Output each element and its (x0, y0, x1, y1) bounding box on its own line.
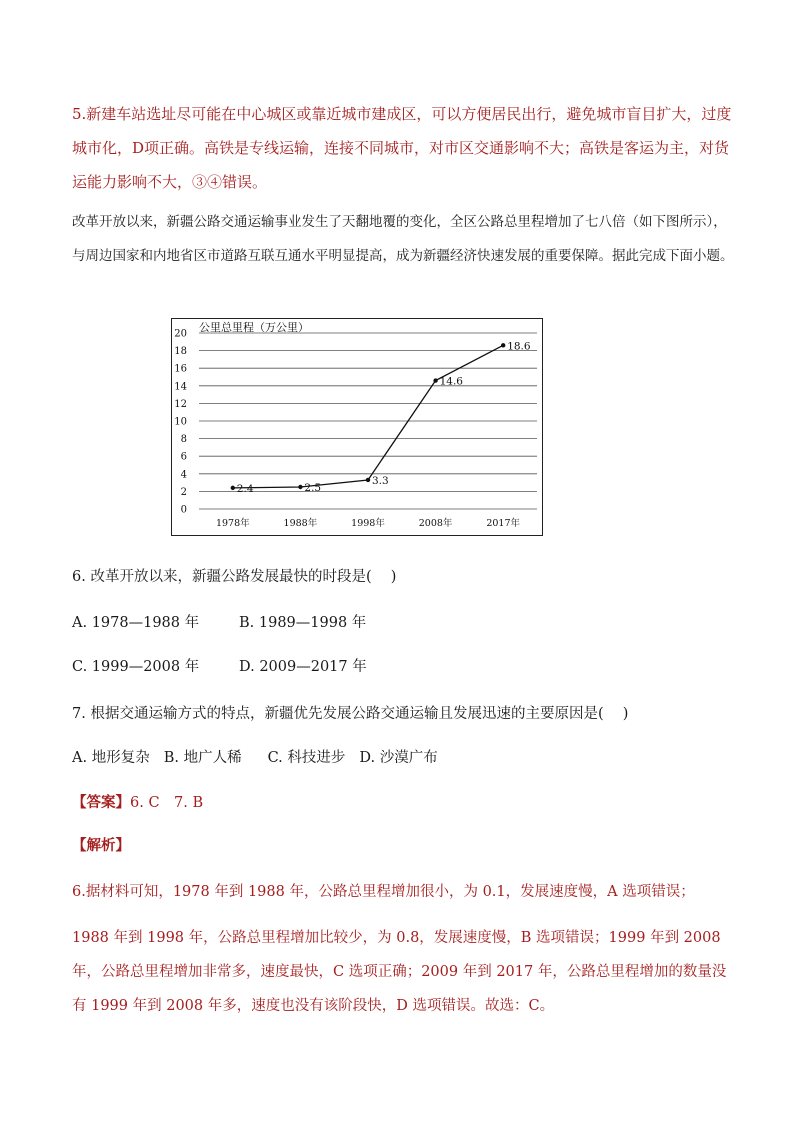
question-6-stem: 6. 改革开放以来，新疆公路发展最快的时段是( ) (72, 569, 397, 585)
y-tick-label: 12 (174, 398, 187, 410)
material-intro: 改革开放以来，新疆公路交通运输事业发生了天翻地覆的变化，全区公路总里程增加了七八倍（如下图所示），与周边国家和内地省区市道路互联互通水平明显提高，成为新疆经济快速发展的重要保障。据此完成下面小题。 (72, 214, 734, 264)
question-6-options-row2 (72, 655, 367, 676)
analysis-label: 【解析】 (72, 837, 130, 854)
analysis-q5-paragraph: 5.新建车站选址尽可能在中心城区或靠近城市建成区，可以方便居民出行，避免城市盲目扩大，过度城市化，D项正确。高铁是专线运输，连接不同城市，对市区交通影响不大；高铁是客运为主，对货运能力影响不大，③④错误。 (72, 105, 732, 191)
q7-option-c[interactable]: C. 科技进步 (267, 750, 346, 766)
analysis-q6-paragraph: 1988 年到 1998 年，公路总里程增加比较少，为 0.8，发展速度慢，B 选项错误；1999 年到 2008 年，公路总里程增加非常多，速度最快，C 选项正确；2009 年到 2017 年，公路总里程增加的数量没有 1999 年到 2008 年多，速度也没有该阶段快，D 选项错误。故选：C。 (72, 930, 727, 1014)
chart-title: 公里总里程（万公里） (199, 321, 309, 334)
question-6-options-row1 (72, 611, 366, 632)
road-mileage-chart (171, 318, 543, 536)
data-label: 14.6 (439, 375, 463, 388)
data-label: 3.3 (372, 474, 389, 487)
x-tick-label: 1998年 (351, 518, 385, 529)
data-point (433, 378, 437, 382)
analysis-q6-line1: 6.据材料可知，1978 年到 1988 年，公路总里程增加很小，为 0.1，发展速度慢，A 选项错误； (72, 884, 695, 900)
q7-option-a[interactable]: A. 地形复杂 (72, 750, 150, 766)
q6-option-d[interactable]: D. 2009—2017 年 (239, 659, 367, 675)
y-tick-label: 8 (180, 434, 187, 446)
y-tick-label: 14 (174, 381, 187, 393)
y-tick-label: 2 (180, 486, 187, 498)
x-tick-label: 2008年 (418, 518, 453, 529)
y-tick-label: 0 (180, 504, 187, 516)
data-point (231, 486, 235, 490)
x-tick-label: 2017年 (486, 518, 521, 529)
data-point (298, 485, 302, 489)
q7-option-d[interactable]: D. 沙漠广布 (359, 750, 438, 766)
data-label: 2.5 (304, 482, 322, 494)
x-tick-label: 1978年 (215, 518, 250, 529)
y-tick-label: 4 (180, 469, 187, 481)
q6-option-a[interactable]: A. 1978—1988 年 (72, 615, 200, 631)
q6-option-c[interactable]: C. 1999—2008 年 (72, 659, 200, 675)
x-tick-label: 1988年 (283, 518, 318, 529)
data-point (501, 343, 505, 347)
data-label: 18.6 (507, 340, 531, 353)
y-tick-label: 10 (174, 416, 187, 428)
y-tick-label: 16 (174, 363, 187, 375)
q6-option-b[interactable]: B. 1989—1998 年 (239, 615, 367, 631)
chart-frame (172, 319, 543, 536)
chart-svg (171, 318, 543, 536)
q7-option-b[interactable]: B. 地广人稀 (163, 750, 242, 766)
answer-line (72, 791, 738, 812)
question-7-stem: 7. 根据交通运输方式的特点，新疆优先发展公路交通运输且发展迅速的主要原因是( ) (72, 706, 629, 722)
y-tick-label: 18 (174, 346, 187, 358)
y-tick-label: 20 (174, 328, 187, 340)
y-tick-label: 6 (180, 451, 187, 463)
data-label: 2.4 (236, 482, 254, 495)
answer-text: 6. C 7. B (130, 795, 204, 811)
answer-label: 【答案】 (72, 794, 130, 811)
question-7-options (72, 746, 452, 767)
data-point (366, 478, 370, 482)
